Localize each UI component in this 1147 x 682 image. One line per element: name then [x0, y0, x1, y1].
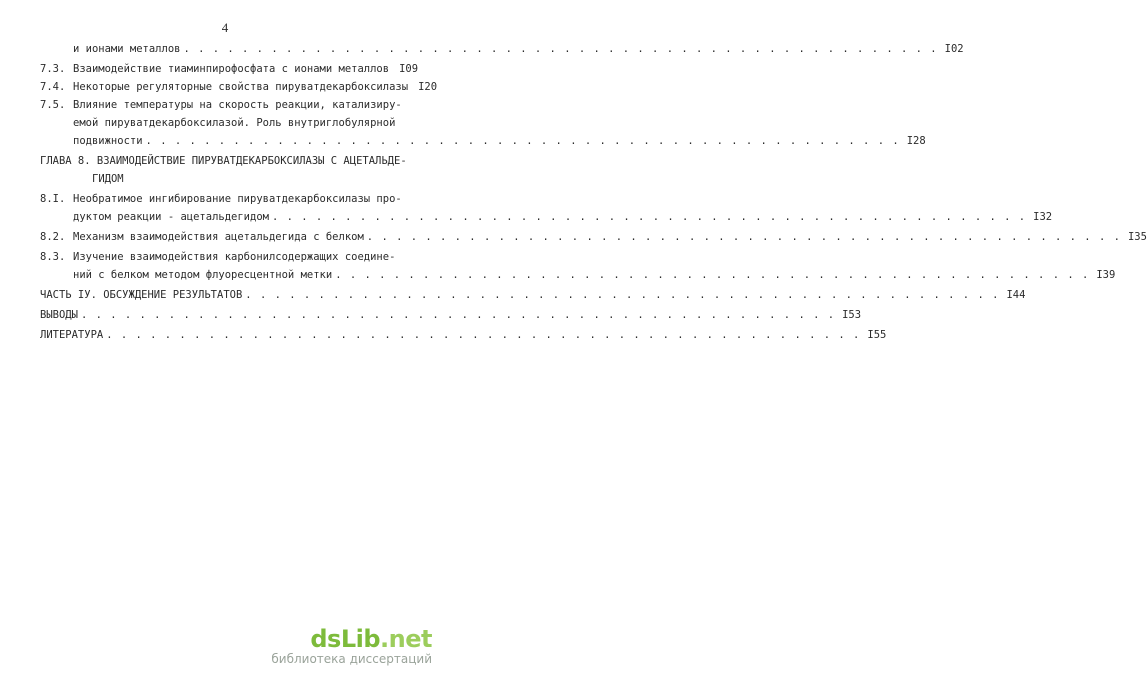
toc-line	[40, 152, 416, 170]
toc-entry-with-page	[73, 208, 1053, 226]
toc-entry-with-page	[73, 40, 964, 58]
toc-item-number: 7.5.	[40, 99, 66, 111]
toc-line	[40, 306, 862, 324]
toc-entry-with-page	[73, 228, 1147, 246]
toc-line	[40, 326, 887, 344]
toc-page-number: I20	[418, 81, 438, 93]
toc-entry-text: подвижности	[73, 135, 143, 147]
toc-entry-with-page	[73, 60, 419, 78]
toc-line	[40, 60, 419, 78]
toc-line	[40, 266, 1116, 284]
toc-entry-text: Механизм взаимодействия ацетальдегида с белком	[73, 231, 364, 243]
toc-entry-with-page	[73, 132, 926, 150]
toc-entry-text: Некоторые регуляторные свойства пируватдекарбоксилазы	[73, 81, 409, 93]
toc-entry-text: ний с белком методом флуоресцентной метки	[73, 269, 333, 281]
toc-entry-with-page	[73, 78, 438, 96]
toc-item-number: 7.3.	[40, 63, 66, 75]
toc-line	[40, 248, 416, 266]
toc-line	[40, 132, 926, 150]
toc-item-number: 8.3.	[40, 251, 66, 263]
page-number: 4	[221, 20, 229, 35]
toc-entry-text: ВЫВОДЫ	[40, 309, 78, 321]
toc-entry-text: емой пируватдекарбоксилазой. Роль внутриглобулярной	[73, 117, 396, 129]
toc-entry-text: Изучение взаимодействия карбонилсодержащих соедине-	[73, 251, 396, 263]
toc-page-number: I32	[1033, 211, 1053, 223]
toc-line	[40, 114, 416, 132]
toc-item-number: 8.2.	[40, 231, 66, 243]
toc-line	[40, 40, 964, 58]
toc-page-number: I53	[842, 309, 862, 321]
toc-page-number: I02	[944, 43, 964, 55]
toc-entry-text: ЧАСТЬ IУ. ОБСУЖДЕНИЕ РЕЗУЛЬТАТОВ	[40, 289, 243, 301]
table-of-contents	[40, 40, 1147, 344]
toc-entry-text: и ионами металлов	[73, 43, 181, 55]
toc-entry-with-page	[40, 306, 862, 324]
toc-page-number: I39	[1096, 269, 1116, 281]
toc-page-number: I09	[399, 63, 419, 75]
dot-leader: . . . . . . . . . . . . . . . . . . . . . . . . . . . . . . . . . . . . . . . . . . . . . . . . . . . .	[80, 309, 836, 321]
toc-line	[40, 170, 416, 188]
dot-leader: . . . . . . . . . . . . . . . . . . . . . . . . . . . . . . . . . . . . . . . . . . . . . . . . . . . .	[183, 43, 938, 55]
toc-line	[40, 286, 1026, 304]
toc-line	[40, 96, 416, 114]
toc-line	[40, 228, 1147, 246]
dslib-logo-domain: .net	[380, 625, 432, 653]
toc-entry-text: Взаимодействие тиаминпирофосфата с ионами металлов	[73, 63, 390, 75]
dot-leader: . . . . . . . . . . . . . . . . . . . . . . . . . . . . . . . . . . . . . . . . . . . . . . . . . . . .	[106, 329, 861, 341]
toc-entry-text: Влияние температуры на скорость реакции, катализиру-	[73, 99, 402, 111]
toc-line	[40, 78, 438, 96]
toc-line	[40, 190, 416, 208]
dslib-watermark	[271, 626, 432, 666]
dslib-subtitle: библиотека диссертаций	[271, 652, 432, 666]
toc-page-number: I28	[906, 135, 926, 147]
toc-entry-text: дуктом реакции - ацетальдегидом	[73, 211, 269, 223]
dot-leader: . . . . . . . . . . . . . . . . . . . . . . . . . . . . . . . . . . . . . . . . . . . . . . . . . . . .	[145, 135, 900, 147]
toc-entry-with-page	[40, 286, 1026, 304]
dot-leader: . . . . . . . . . . . . . . . . . . . . . . . . . . . . . . . . . . . . . . . . . . . . . . . . . . . .	[366, 231, 1121, 243]
toc-page-number: I55	[867, 329, 887, 341]
toc-entry-text: ЛИТЕРАТУРА	[40, 329, 104, 341]
toc-entry-text: ГИДОМ	[92, 173, 124, 185]
toc-entry-with-page	[40, 326, 887, 344]
toc-line	[40, 208, 1053, 226]
dslib-logo	[271, 626, 432, 652]
dslib-logo-main: dsLib	[310, 625, 381, 653]
dot-leader: . . . . . . . . . . . . . . . . . . . . . . . . . . . . . . . . . . . . . . . . . . . . . . . . . . . .	[245, 289, 1000, 301]
toc-page-number: I35	[1127, 231, 1147, 243]
toc-item-number: 8.I.	[40, 193, 66, 205]
toc-item-number: 7.4.	[40, 81, 66, 93]
toc-page-number: I44	[1006, 289, 1026, 301]
toc-entry-text: Необратимое ингибирование пируватдекарбоксилазы про-	[73, 193, 402, 205]
toc-entry-text: ГЛАВА 8. ВЗАИМОДЕЙСТВИЕ ПИРУВАТДЕКАРБОКСИЛАЗЫ С АЦЕТАЛЬДЕ-	[40, 155, 407, 167]
dot-leader: . . . . . . . . . . . . . . . . . . . . . . . . . . . . . . . . . . . . . . . . . . . . . . . . . . . .	[271, 211, 1027, 223]
toc-entry-with-page	[73, 266, 1116, 284]
dot-leader: . . . . . . . . . . . . . . . . . . . . . . . . . . . . . . . . . . . . . . . . . . . . . . . . . . . .	[335, 269, 1090, 281]
